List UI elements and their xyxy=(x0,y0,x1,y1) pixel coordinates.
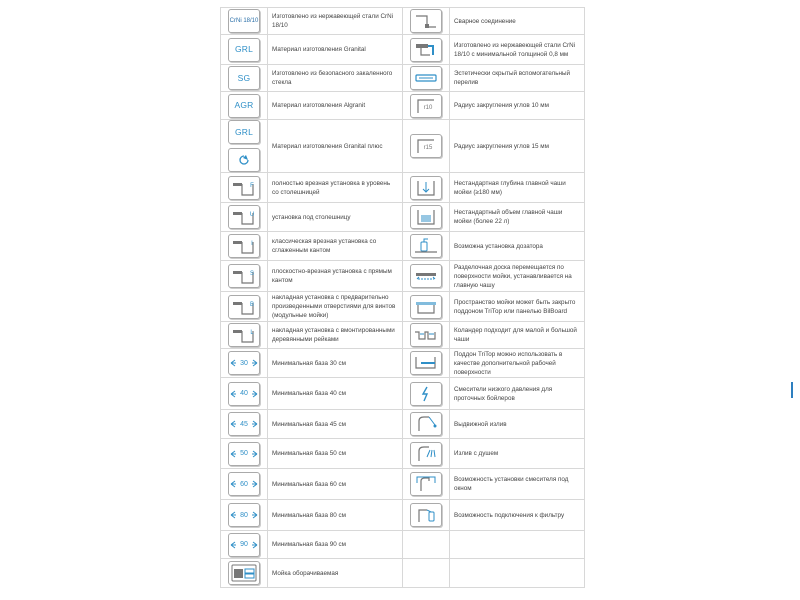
right-description: Радиус закругления углов 15 мм xyxy=(450,120,585,173)
corner-radius-icon xyxy=(410,94,442,118)
legend-row xyxy=(221,559,585,588)
right-icon-cell xyxy=(403,292,450,322)
mount-type-icon xyxy=(228,234,260,258)
min-base-value: 40 xyxy=(240,390,248,397)
material-code-icon: GRL xyxy=(228,120,260,144)
legend-row xyxy=(221,439,585,469)
bowl-volume-icon xyxy=(410,205,442,229)
legend-row xyxy=(221,469,585,500)
right-icon-cell xyxy=(403,120,450,173)
left-description: Минимальная база 30 см xyxy=(268,349,403,378)
mount-type-icon xyxy=(228,205,260,229)
left-icon-cell xyxy=(221,469,268,500)
right-description: Излив с душем xyxy=(450,439,585,469)
right-icon-cell xyxy=(403,8,450,35)
left-icon-cell xyxy=(221,322,268,349)
right-description: Коландер подходит для малой и большой чаши xyxy=(450,322,585,349)
left-icon-cell xyxy=(221,292,268,322)
corner-radius-icon xyxy=(410,134,442,158)
tritop-space-icon xyxy=(410,295,442,319)
left-icon-cell xyxy=(221,378,268,410)
left-icon-cell xyxy=(221,410,268,439)
left-description: Материал изготовления Granital xyxy=(268,35,403,65)
right-icon-cell xyxy=(403,500,450,531)
hidden-overflow-icon xyxy=(410,66,442,90)
right-description: Поддон TriTop можно использовать в качестве дополнительной рабочей поверхности xyxy=(450,349,585,378)
min-base-value: 80 xyxy=(240,511,248,519)
left-icon-cell xyxy=(221,120,268,173)
right-description: Смесители низкого давления для проточных бойлеров xyxy=(450,378,585,410)
mount-type-icon xyxy=(228,295,260,319)
legend-row xyxy=(221,349,585,378)
filter-connection-icon xyxy=(410,503,442,527)
svg-text:F: F xyxy=(250,182,254,189)
min-base-icon xyxy=(228,533,260,557)
left-description: плоскостно-врезная установка с прямым кантом xyxy=(268,261,403,292)
legend-row xyxy=(221,531,585,559)
right-icon-cell xyxy=(403,92,450,120)
right-description: Возможна установка дозатора xyxy=(450,232,585,261)
min-base-icon xyxy=(228,412,260,436)
granital-plus-icon xyxy=(228,148,260,172)
right-icon-cell xyxy=(403,35,450,65)
right-description: Возможность подключения к фильтру xyxy=(450,500,585,531)
right-icon-cell xyxy=(403,531,450,559)
legend-row xyxy=(221,500,585,531)
left-icon-cell xyxy=(221,35,268,65)
scroll-marker xyxy=(791,382,793,398)
left-description: классическая врезная установка со сглаженным кантом xyxy=(268,232,403,261)
right-description: Сварное соединение xyxy=(450,8,585,35)
left-description: Минимальная база 45 см xyxy=(268,410,403,439)
svg-text:r10: r10 xyxy=(423,104,433,111)
deep-bowl-icon xyxy=(410,176,442,200)
legend-row xyxy=(221,92,585,120)
right-description: Нестандартный объем главной чаши мойки (более 22 л) xyxy=(450,203,585,232)
min-base-icon xyxy=(228,503,260,527)
left-description: Минимальная база 40 см xyxy=(268,378,403,410)
left-description: Изготовлено из безопасного закаленного стекла xyxy=(268,65,403,92)
legend-row xyxy=(221,35,585,65)
right-description: Нестандартная глубина главной чаши мойки (≥180 мм) xyxy=(450,173,585,203)
legend-row xyxy=(221,410,585,439)
left-description: Минимальная база 80 см xyxy=(268,500,403,531)
right-icon-cell xyxy=(403,232,450,261)
right-icon-cell xyxy=(403,349,450,378)
right-description: Выдвижной излив xyxy=(450,410,585,439)
mount-type-icon xyxy=(228,323,260,347)
left-icon-cell xyxy=(221,439,268,469)
right-description xyxy=(450,559,585,588)
left-description: Минимальная база 90 см xyxy=(268,531,403,559)
right-icon-cell xyxy=(403,65,450,92)
left-description: Минимальная база 50 см xyxy=(268,439,403,469)
legend-row xyxy=(221,292,585,322)
right-icon-cell xyxy=(403,410,450,439)
right-description xyxy=(450,531,585,559)
legend-row xyxy=(221,173,585,203)
steel-thickness-icon xyxy=(410,38,442,62)
min-base-value: 45 xyxy=(240,420,248,428)
right-icon-cell xyxy=(403,469,450,500)
right-description: Изготовлено из нержавеющей стали CrNi 18/10 с минимальной толщиной 0,8 мм xyxy=(450,35,585,65)
pull-out-spout-icon xyxy=(410,412,442,436)
left-description: накладная установка с вмонтированными деревянными рейками xyxy=(268,322,403,349)
right-description: Эстетически скрытый вспомогательный перелив xyxy=(450,65,585,92)
mount-type-icon xyxy=(228,176,260,200)
colander-icon xyxy=(410,323,442,347)
left-icon-cell xyxy=(221,349,268,378)
shower-spout-icon xyxy=(410,442,442,466)
right-icon-cell xyxy=(403,173,450,203)
min-base-icon xyxy=(228,382,260,406)
left-icon-cell xyxy=(221,531,268,559)
left-description: полностью врезная установка в уровень со столешницей xyxy=(268,173,403,203)
min-base-icon xyxy=(228,442,260,466)
left-icon-cell xyxy=(221,261,268,292)
legend-row xyxy=(221,8,585,35)
left-icon-cell xyxy=(221,92,268,120)
material-code-icon: GRL xyxy=(228,38,260,62)
svg-text:L: L xyxy=(250,330,254,336)
left-description: Минимальная база 60 см xyxy=(268,469,403,500)
left-icon-cell xyxy=(221,173,268,203)
mount-type-icon xyxy=(228,264,260,288)
left-description: Мойка оборачиваемая xyxy=(268,559,403,588)
left-icon-cell xyxy=(221,65,268,92)
left-description: Материал изготовления Granital плюс xyxy=(268,120,403,173)
min-base-value: 90 xyxy=(240,541,248,548)
left-icon-cell xyxy=(221,500,268,531)
left-description: установка под столешницу xyxy=(268,203,403,232)
legend-row xyxy=(221,378,585,410)
left-icon-cell xyxy=(221,203,268,232)
svg-text:B: B xyxy=(249,301,255,308)
right-icon-cell xyxy=(403,559,450,588)
right-description: Пространство мойки может быть закрыто поддоном TriTop или панелью BilBoard xyxy=(450,292,585,322)
min-base-value: 30 xyxy=(240,359,248,367)
legend-row xyxy=(221,120,585,173)
svg-text:U: U xyxy=(249,212,255,218)
legend-row xyxy=(221,203,585,232)
svg-text:S: S xyxy=(249,271,255,277)
right-description: Радиус закругления углов 10 мм xyxy=(450,92,585,120)
right-icon-cell xyxy=(403,203,450,232)
tritop-tray-icon xyxy=(410,351,442,375)
left-icon-cell xyxy=(221,559,268,588)
left-icon-cell xyxy=(221,232,268,261)
cutting-board-icon xyxy=(410,264,442,288)
right-description: Возможность установки смесителя под окном xyxy=(450,469,585,500)
legend-row xyxy=(221,261,585,292)
min-base-icon xyxy=(228,472,260,496)
right-description: Разделочная доска перемещается по поверхности мойки, устанавливается на главную чашу xyxy=(450,261,585,292)
legend-row xyxy=(221,65,585,92)
dispenser-icon xyxy=(410,234,442,258)
left-description: накладная установка с предварительно произведенными отверстиями для винтов (модульные мойки) xyxy=(268,292,403,322)
under-window-icon xyxy=(410,472,442,496)
material-code-icon: CrNi 18/10 xyxy=(228,9,260,33)
svg-text:r15: r15 xyxy=(423,145,433,151)
min-base-value: 50 xyxy=(240,450,248,457)
right-icon-cell xyxy=(403,378,450,410)
material-code-icon: AGR xyxy=(228,94,260,118)
low-pressure-icon xyxy=(410,382,442,406)
feature-legend-table xyxy=(220,7,585,588)
legend-row xyxy=(221,232,585,261)
material-code-icon: SG xyxy=(228,66,260,90)
min-base-icon xyxy=(228,351,260,375)
min-base-value: 60 xyxy=(240,480,248,488)
left-description: Изготовлено из нержавеющей стали CrNi 18/10 xyxy=(268,8,403,35)
right-icon-cell xyxy=(403,439,450,469)
left-description: Материал изготовления Algranit xyxy=(268,92,403,120)
weld-joint-icon xyxy=(410,9,442,33)
svg-text:I: I xyxy=(251,241,253,247)
reversible-sink-icon xyxy=(228,561,260,585)
right-icon-cell xyxy=(403,322,450,349)
legend-row xyxy=(221,322,585,349)
left-icon-cell xyxy=(221,8,268,35)
right-icon-cell xyxy=(403,261,450,292)
